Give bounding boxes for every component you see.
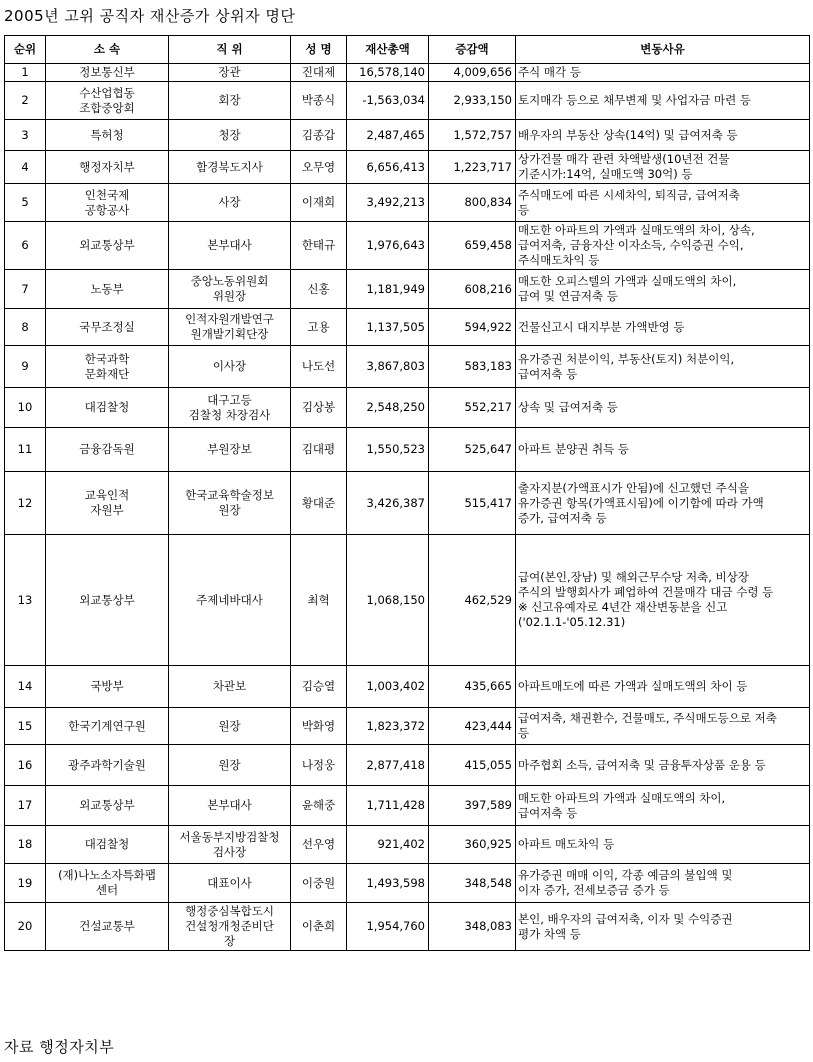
cell-position: 부원장보 [169, 428, 291, 472]
cell-department: 외교통상부 [46, 222, 169, 270]
cell-name: 이재희 [291, 184, 347, 222]
cell-change-amount: 800,834 [429, 184, 516, 222]
cell-reason: 건물신고시 대지부분 가액반영 등 [516, 309, 810, 346]
table-row [5, 346, 810, 388]
cell-position: 대표이사 [169, 864, 291, 903]
cell-change-amount: 515,417 [429, 472, 516, 535]
cell-name: 진대제 [291, 64, 347, 82]
page-title: 2005년 고위 공직자 재산증가 상위자 명단 [4, 7, 296, 25]
cell-total-assets: 2,487,465 [347, 120, 429, 151]
header-name: 성 명 [291, 36, 347, 64]
cell-change-amount: 583,183 [429, 346, 516, 388]
cell-change-amount: 348,083 [429, 903, 516, 951]
header-total-assets: 재산총액 [347, 36, 429, 64]
cell-change-amount: 348,548 [429, 864, 516, 903]
table-row [5, 222, 810, 270]
cell-name: 박종식 [291, 82, 347, 120]
cell-name: 나정웅 [291, 745, 347, 786]
cell-position: 대구고등 검찰청 차장검사 [169, 388, 291, 428]
cell-reason: 상가건물 매각 관련 차액발생(10년전 건물 기준시가:14억, 실매도액 30억) 등 [516, 151, 810, 184]
cell-change-amount: 594,922 [429, 309, 516, 346]
cell-total-assets: 1,550,523 [347, 428, 429, 472]
table-row [5, 472, 810, 535]
cell-department: 건설교통부 [46, 903, 169, 951]
cell-reason: 아파트매도에 따른 가액과 실매도액의 차이 등 [516, 666, 810, 708]
table-row [5, 309, 810, 346]
table-header-row [5, 36, 810, 64]
cell-name: 나도선 [291, 346, 347, 388]
cell-position: 주제네바대사 [169, 535, 291, 666]
cell-total-assets: 2,877,418 [347, 745, 429, 786]
cell-department: 인천국제 공항공사 [46, 184, 169, 222]
header-rank: 순위 [5, 36, 46, 64]
cell-position: 회장 [169, 82, 291, 120]
cell-rank: 12 [5, 472, 46, 535]
cell-position: 장관 [169, 64, 291, 82]
cell-rank: 2 [5, 82, 46, 120]
table-row [5, 428, 810, 472]
cell-reason: 급여저축, 채권환수, 건물매도, 주식매도등으로 저축 등 [516, 708, 810, 745]
cell-department: 정보통신부 [46, 64, 169, 82]
cell-position: 청장 [169, 120, 291, 151]
cell-total-assets: 1,823,372 [347, 708, 429, 745]
cell-reason: 토지매각 등으로 채무변제 및 사업자금 마련 등 [516, 82, 810, 120]
cell-rank: 1 [5, 64, 46, 82]
cell-position: 사장 [169, 184, 291, 222]
source-note: 자료 행정자치부 [4, 1038, 115, 1056]
table-row [5, 388, 810, 428]
cell-department: 노동부 [46, 270, 169, 309]
cell-change-amount: 415,055 [429, 745, 516, 786]
table-row [5, 745, 810, 786]
cell-name: 황대준 [291, 472, 347, 535]
asset-increase-table [4, 35, 810, 951]
cell-name: 이춘희 [291, 903, 347, 951]
header-change-amount: 증감액 [429, 36, 516, 64]
cell-reason: 상속 및 급여저축 등 [516, 388, 810, 428]
header-position: 직 위 [169, 36, 291, 64]
cell-total-assets: -1,563,034 [347, 82, 429, 120]
cell-rank: 8 [5, 309, 46, 346]
cell-department: 특허청 [46, 120, 169, 151]
cell-rank: 13 [5, 535, 46, 666]
cell-reason: 출자지분(가액표시가 안됨)에 신고했던 주식을 유가증권 항목(가액표시됨)에 이기함에 따라 가액 증가, 급여저축 등 [516, 472, 810, 535]
cell-rank: 17 [5, 786, 46, 826]
cell-change-amount: 608,216 [429, 270, 516, 309]
table-row [5, 184, 810, 222]
cell-change-amount: 462,529 [429, 535, 516, 666]
cell-total-assets: 3,492,213 [347, 184, 429, 222]
cell-change-amount: 525,647 [429, 428, 516, 472]
cell-name: 고용 [291, 309, 347, 346]
cell-name: 윤해중 [291, 786, 347, 826]
cell-department: (재)나노소자특화팹 센터 [46, 864, 169, 903]
cell-total-assets: 1,711,428 [347, 786, 429, 826]
cell-change-amount: 659,458 [429, 222, 516, 270]
cell-total-assets: 1,068,150 [347, 535, 429, 666]
cell-department: 한국과학 문화재단 [46, 346, 169, 388]
cell-rank: 10 [5, 388, 46, 428]
cell-change-amount: 1,223,717 [429, 151, 516, 184]
cell-department: 광주과학기술원 [46, 745, 169, 786]
cell-department: 외교통상부 [46, 786, 169, 826]
table-row [5, 786, 810, 826]
cell-position: 차관보 [169, 666, 291, 708]
cell-position: 이사장 [169, 346, 291, 388]
cell-department: 수산업협동 조합중앙회 [46, 82, 169, 120]
cell-rank: 20 [5, 903, 46, 951]
cell-department: 국무조정실 [46, 309, 169, 346]
cell-reason: 본인, 배우자의 급여저축, 이자 및 수익증권 평가 차액 등 [516, 903, 810, 951]
cell-change-amount: 423,444 [429, 708, 516, 745]
cell-rank: 19 [5, 864, 46, 903]
cell-rank: 9 [5, 346, 46, 388]
cell-change-amount: 2,933,150 [429, 82, 516, 120]
cell-rank: 6 [5, 222, 46, 270]
cell-name: 김승열 [291, 666, 347, 708]
cell-rank: 16 [5, 745, 46, 786]
cell-total-assets: 921,402 [347, 826, 429, 864]
cell-total-assets: 2,548,250 [347, 388, 429, 428]
cell-total-assets: 1,137,505 [347, 309, 429, 346]
table-row [5, 151, 810, 184]
cell-name: 김대평 [291, 428, 347, 472]
cell-change-amount: 552,217 [429, 388, 516, 428]
table-row [5, 82, 810, 120]
cell-reason: 아파트 분양권 취득 등 [516, 428, 810, 472]
cell-rank: 5 [5, 184, 46, 222]
cell-position: 본부대사 [169, 786, 291, 826]
table-row [5, 270, 810, 309]
cell-position: 원장 [169, 708, 291, 745]
cell-name: 김상봉 [291, 388, 347, 428]
cell-department: 외교통상부 [46, 535, 169, 666]
table-row [5, 64, 810, 82]
cell-reason: 유가증권 처분이익, 부동산(토지) 처분이익, 급여저축 등 [516, 346, 810, 388]
cell-total-assets: 1,493,598 [347, 864, 429, 903]
cell-total-assets: 1,003,402 [347, 666, 429, 708]
cell-change-amount: 397,589 [429, 786, 516, 826]
cell-total-assets: 6,656,413 [347, 151, 429, 184]
cell-reason: 매도한 오피스텔의 가액과 실매도액의 차이, 급여 및 연금저축 등 [516, 270, 810, 309]
cell-total-assets: 1,976,643 [347, 222, 429, 270]
header-department: 소 속 [46, 36, 169, 64]
cell-name: 신홍 [291, 270, 347, 309]
cell-reason: 배우자의 부동산 상속(14억) 및 급여저축 등 [516, 120, 810, 151]
cell-rank: 18 [5, 826, 46, 864]
table-row [5, 826, 810, 864]
cell-name: 한태규 [291, 222, 347, 270]
cell-total-assets: 1,954,760 [347, 903, 429, 951]
cell-name: 박화영 [291, 708, 347, 745]
cell-rank: 14 [5, 666, 46, 708]
cell-rank: 11 [5, 428, 46, 472]
cell-position: 중앙노동위원회 위원장 [169, 270, 291, 309]
cell-department: 행정자치부 [46, 151, 169, 184]
cell-change-amount: 4,009,656 [429, 64, 516, 82]
cell-department: 국방부 [46, 666, 169, 708]
cell-total-assets: 16,578,140 [347, 64, 429, 82]
cell-department: 교육인적 자원부 [46, 472, 169, 535]
cell-total-assets: 3,426,387 [347, 472, 429, 535]
cell-name: 최혁 [291, 535, 347, 666]
cell-department: 한국기계연구원 [46, 708, 169, 745]
table-row [5, 708, 810, 745]
cell-reason: 매도한 아파트의 가액과 실매도액의 차이, 급여저축 등 [516, 786, 810, 826]
cell-change-amount: 435,665 [429, 666, 516, 708]
cell-position: 서울동부지방검찰청 검사장 [169, 826, 291, 864]
cell-change-amount: 1,572,757 [429, 120, 516, 151]
cell-position: 한국교육학술정보 원장 [169, 472, 291, 535]
cell-reason: 주식매도에 따른 시세차익, 퇴직금, 급여저축 등 [516, 184, 810, 222]
cell-total-assets: 3,867,803 [347, 346, 429, 388]
cell-total-assets: 1,181,949 [347, 270, 429, 309]
table-row [5, 864, 810, 903]
cell-name: 선우영 [291, 826, 347, 864]
cell-name: 김종갑 [291, 120, 347, 151]
cell-rank: 4 [5, 151, 46, 184]
cell-name: 오무영 [291, 151, 347, 184]
cell-reason: 아파트 매도차익 등 [516, 826, 810, 864]
cell-position: 원장 [169, 745, 291, 786]
table-row [5, 666, 810, 708]
cell-position: 행정중심복합도시 건설청개청준비단 장 [169, 903, 291, 951]
table-row [5, 535, 810, 666]
header-reason: 변동사유 [516, 36, 810, 64]
table-row [5, 903, 810, 951]
table-row [5, 120, 810, 151]
cell-department: 금융감독원 [46, 428, 169, 472]
cell-rank: 7 [5, 270, 46, 309]
cell-reason: 매도한 아파트의 가액과 실매도액의 차이, 상속, 급여저축, 금융자산 이자소득, 수익증권 수익, 주식매도차익 등 [516, 222, 810, 270]
cell-change-amount: 360,925 [429, 826, 516, 864]
cell-position: 본부대사 [169, 222, 291, 270]
cell-reason: 주식 매각 등 [516, 64, 810, 82]
cell-position: 함경북도지사 [169, 151, 291, 184]
cell-reason: 마주협회 소득, 급여저축 및 금융투자상품 운용 등 [516, 745, 810, 786]
cell-rank: 3 [5, 120, 46, 151]
cell-rank: 15 [5, 708, 46, 745]
cell-reason: 유가증권 매매 이익, 각종 예금의 불입액 및 이자 증가, 전세보증금 증가 등 [516, 864, 810, 903]
cell-name: 이중원 [291, 864, 347, 903]
table-body [5, 64, 810, 951]
cell-reason: 급여(본인,장남) 및 해외근무수당 저축, 비상장 주식의 발행회사가 폐업하여 건물매각 대금 수령 등 ※ 신고유예자로 4년간 재산변동분을 신고 ('02.1.1-'05.12.31) [516, 535, 810, 666]
cell-department: 대검찰청 [46, 388, 169, 428]
cell-position: 인적자원개발연구 원개발기획단장 [169, 309, 291, 346]
cell-department: 대검찰청 [46, 826, 169, 864]
